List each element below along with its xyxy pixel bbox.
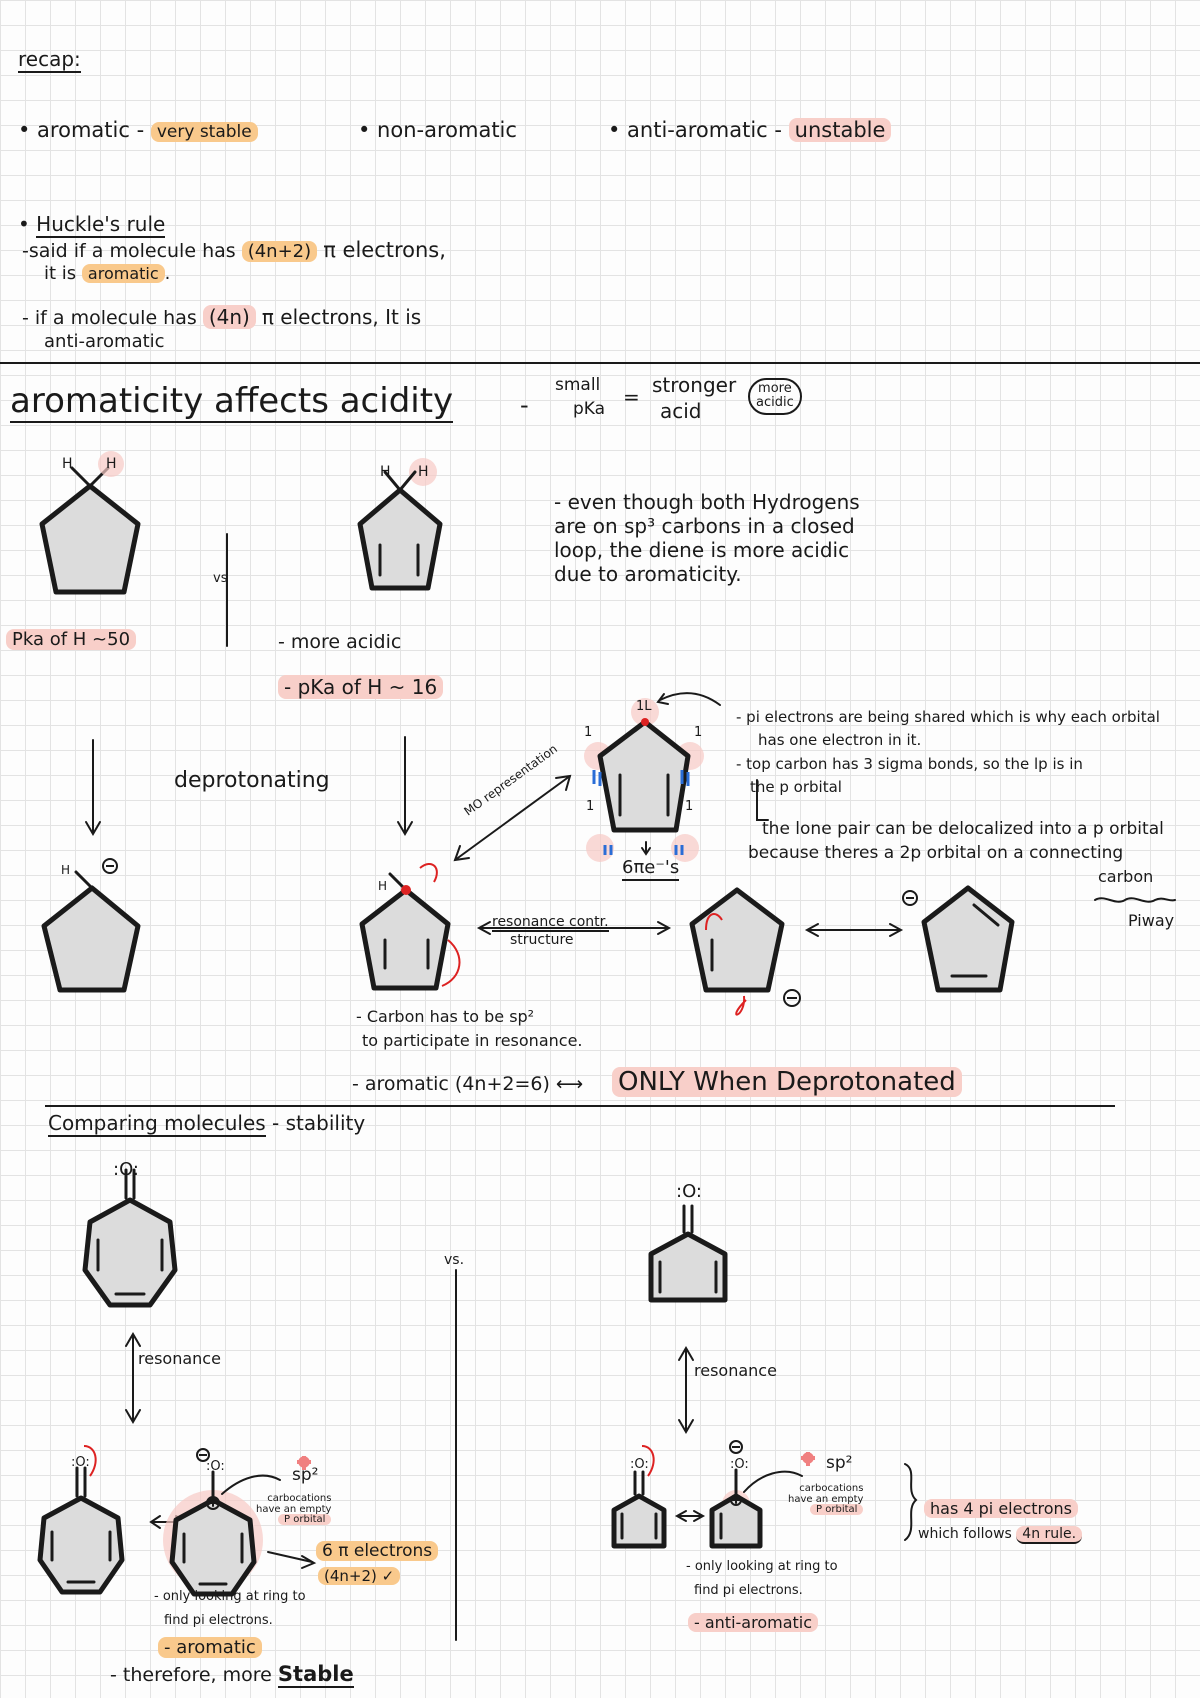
equals: = (623, 385, 640, 409)
follows-text: which follows (918, 1526, 1012, 1542)
resonance-left: resonance (138, 1349, 221, 1368)
unstable-highlight: unstable (789, 118, 892, 142)
deloc-2: because theres a 2p orbital on a connecting (748, 843, 1124, 863)
deloc-1: the lone pair can be delocalized into a p orbital (762, 819, 1164, 839)
anti-result-text: - anti-aromatic (688, 1613, 818, 1632)
aromatic-label: • aromatic - (18, 118, 145, 142)
h-left-1: H (62, 456, 73, 472)
comparing-vs: vs. (444, 1252, 465, 1268)
aromatic-result (158, 1638, 262, 1659)
cyclopentyl-anion (44, 859, 138, 990)
carbocation-r3: P orbital (810, 1504, 863, 1515)
pi-note-2: has one electron in it. (758, 731, 922, 750)
sp2-note-2: to participate in resonance. (362, 1031, 583, 1050)
h-left-2: H (106, 456, 117, 472)
sp2-note-1: - Carbon has to be sp² (356, 1007, 535, 1026)
six-pi-left (316, 1542, 438, 1562)
mo-e2: 1 (694, 725, 703, 740)
mo-e4: 1 (685, 799, 694, 814)
pka-50-text: Pka of H ~50 (6, 629, 136, 650)
h-mid-1: H (380, 464, 391, 480)
rule-4n2-text: (4n+2) ✓ (318, 1567, 400, 1585)
therefore-text: - therefore, more (110, 1664, 272, 1686)
structure-label: structure (510, 932, 574, 948)
sp2-left: sp² (292, 1465, 319, 1485)
small-label: small (555, 375, 601, 395)
acidity-dash: - (520, 391, 529, 419)
acidity-title: aromaticity affects acidity (10, 382, 453, 423)
comparing-title (48, 1112, 365, 1135)
pi-note-1: - pi electrons are being shared which is why each orbital (736, 708, 1160, 726)
huckel-text-2: it is (44, 263, 77, 284)
huckel-line3 (22, 306, 421, 330)
acidity-note-4: due to aromaticity. (554, 562, 742, 586)
only-left-1: - only looking at ring to (154, 1589, 306, 1604)
o-res-1: :O: (71, 1455, 90, 1470)
more-word: more (758, 381, 792, 396)
acid-label: acid (660, 399, 702, 423)
has-4-pi (924, 1500, 1078, 1518)
h-anion: H (378, 879, 388, 893)
carbocation-r1: carbocations (799, 1483, 864, 1494)
acidity-note-3: loop, the diene is more acidic (554, 538, 850, 562)
carbocation-1: carbocations (267, 1493, 332, 1504)
aromatic-result-text: - aromatic (158, 1637, 262, 1658)
cyclopentadienyl-anion (362, 864, 459, 988)
rule-4n-text: 4n rule. (1016, 1526, 1082, 1544)
pka-16 (278, 676, 443, 699)
only-left-2: find pi electrons. (164, 1613, 273, 1628)
huckel-text-3: - if a molecule has (22, 307, 197, 329)
comparing-text: Comparing molecules (48, 1111, 266, 1135)
o-res-2: :O: (206, 1459, 225, 1474)
comparing-subtitle: - stability (272, 1111, 366, 1135)
o-res-3: :O: (630, 1457, 649, 1472)
huckel-period: . (164, 263, 171, 284)
sp2-right: sp² (826, 1453, 853, 1473)
resonance-structure-2 (692, 890, 800, 1015)
huckel-4n2: (4n+2) (242, 241, 317, 262)
therefore-stable (110, 1662, 354, 1687)
cyclopentane (42, 451, 138, 592)
huckel-rule: Huckle's rule (36, 212, 166, 236)
mo-lone-pair: 1L (636, 699, 652, 714)
huckel-title: • Huckle's rule (18, 212, 166, 236)
carbonyl-o-2: :O: (676, 1181, 702, 1202)
cyclopentadienone (651, 1206, 725, 1300)
pka-label: pKa (573, 399, 606, 419)
stable-text: Stable (277, 1662, 354, 1686)
only-when-text: ONLY When Deprotonated (612, 1067, 962, 1097)
six-pi-text: 6 π electrons (316, 1541, 438, 1561)
vs-label: vs (213, 571, 228, 586)
carbocation-2: have an empty (256, 1503, 332, 1515)
carbocation-r2: have an empty (788, 1493, 864, 1505)
six-pi-electrons: 6πe⁻'s (622, 858, 679, 881)
recap-aromatic (18, 118, 258, 143)
resonance-structure-3 (903, 888, 1012, 990)
o-res-4: :O: (730, 1457, 749, 1472)
pka-50 (6, 630, 136, 651)
follows-4n (918, 1526, 1082, 1542)
mo-label: MO representation (461, 741, 560, 819)
pi-note-3: - top carbon has 3 sigma bonds, so the lp is in (736, 754, 1083, 773)
resonance-right: resonance (694, 1361, 777, 1380)
more-acidic: - more acidic (278, 631, 402, 653)
huckel-4n: (4n) (203, 305, 256, 329)
antiaromatic-label: • anti-aromatic - (608, 118, 782, 142)
pi-note-4: the p orbital (750, 777, 842, 796)
recap-title: recap: (18, 47, 81, 71)
acidity-note (554, 490, 860, 586)
huckel-pi-2: π electrons, It is (261, 305, 422, 329)
anti-result (688, 1614, 818, 1632)
pka-16-text: - pKa of H ~ 16 (278, 675, 443, 699)
carbocation-3: P orbital (278, 1514, 331, 1525)
huckel-aromatic: aromatic (82, 264, 165, 283)
has-4-pi-text: has 4 pi electrons (924, 1499, 1078, 1518)
very-stable-highlight: very stable (151, 122, 258, 142)
tropone (85, 1170, 175, 1305)
mo-e3: 1 (586, 799, 595, 814)
only-when-deprotonated (612, 1068, 962, 1098)
only-right-2: find pi electrons. (694, 1583, 803, 1598)
h-anion-left: H (61, 863, 71, 877)
acidity-note-2: are on sp³ carbons in a closed (554, 514, 855, 538)
acidity-note-1: - even though both Hydrogens (554, 490, 860, 514)
carbocation-note-left (256, 1494, 331, 1526)
h-mid-2: H (418, 464, 429, 480)
recap-nonaromatic: • non-aromatic (358, 118, 517, 142)
piway-signature: Piway (1128, 911, 1175, 930)
carbonyl-o-1: :O: (113, 1159, 139, 1180)
acidic-word: acidic (756, 395, 794, 411)
huckel-line1 (22, 238, 446, 263)
huckel-line4: anti-aromatic (44, 331, 165, 352)
stronger-label: stronger (652, 373, 737, 397)
only-right-1: - only looking at ring to (686, 1559, 838, 1574)
aromatic-line: - aromatic (4n+2=6) ⟷ (352, 1073, 584, 1095)
deloc-3: carbon (1098, 867, 1154, 886)
huckel-pi: π electrons, (323, 238, 446, 262)
deprotonating-label: deprotonating (174, 768, 330, 793)
mo-e1: 1 (584, 725, 593, 740)
resonance-contr: resonance contr. (492, 914, 609, 932)
huckel-line2 (44, 264, 170, 285)
carbocation-note-right (788, 1484, 863, 1516)
more-acidic-bubble (748, 378, 802, 415)
pi-note (736, 706, 1160, 799)
recap-antiaromatic (608, 118, 891, 142)
rule-4n2 (318, 1568, 400, 1585)
huckel-text-1: -said if a molecule has (22, 240, 236, 262)
